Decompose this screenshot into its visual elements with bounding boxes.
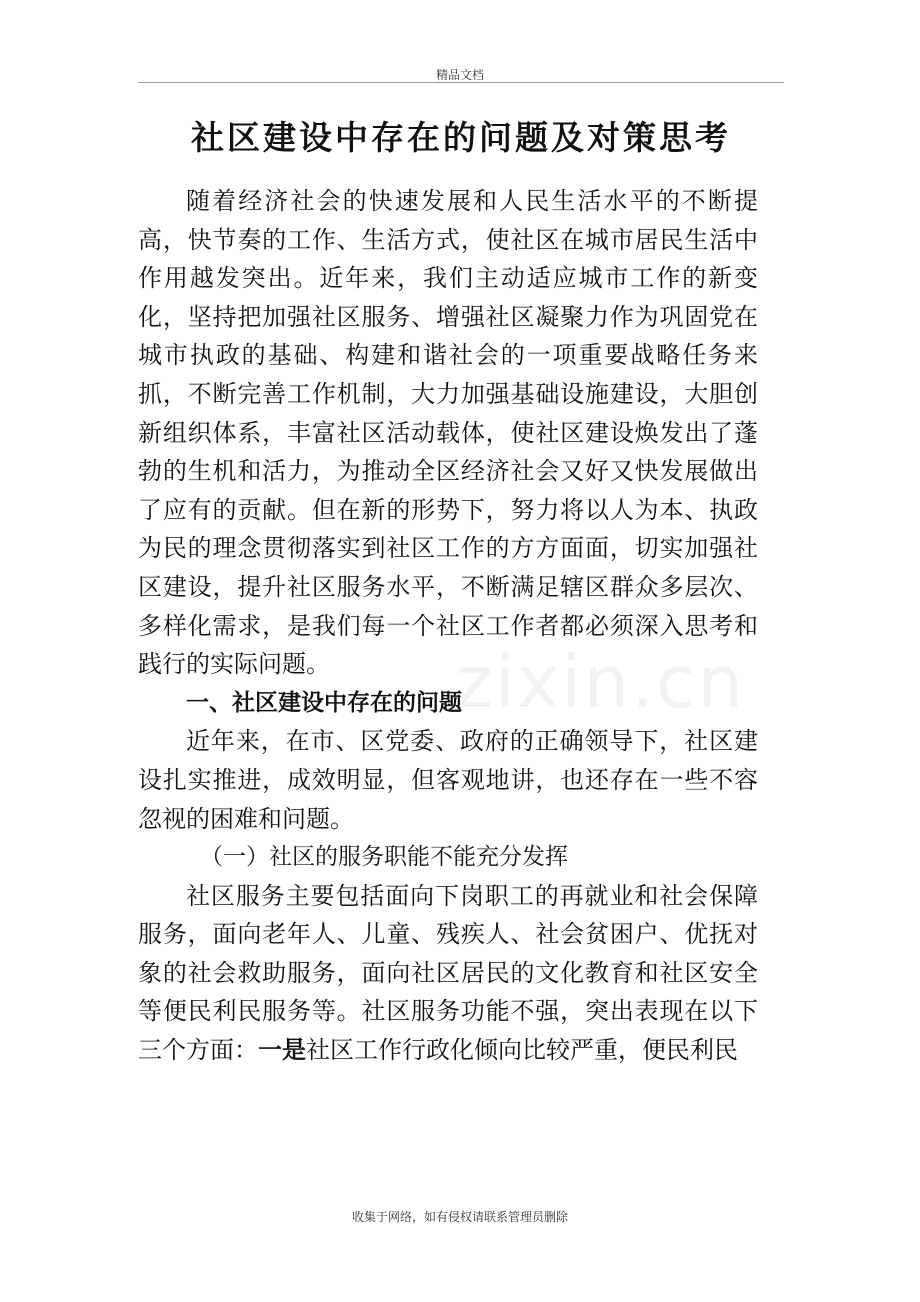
intro-paragraph: 随着经济社会的快速发展和人民生活水平的不断提高，快节奏的工作、生活方式，使社区在城市居民生活中作用越发突出。近年来，我们主动适应城市工作的新变化，坚持把加强社区服务、增强社区凝聚力作为巩固党在城市执政的基础、构建和谐社会的一项重要战略任务来抓，不断完善工作机制，大力加强基础设施建设，大胆创新组织体系，丰富社区活动载体，使社区建设焕发出了蓬勃的生机和活力，为推动全区经济社会又好又快发展做出了应有的贡献。但在新的形势下，努力将以人为本、执政为民的理念贯彻落实到社区工作的方方面面，切实加强社区建设，提升社区服务水平，不断满足辖区群众多层次、多样化需求，是我们每一个社区工作者都必须深入思考和践行的实际问题。 bbox=[138, 187, 758, 679]
document-body bbox=[138, 182, 758, 1070]
page-header: 精品文档 bbox=[435, 68, 484, 82]
page-footer: 收集于网络，如有侵权请联系管理员删除 bbox=[351, 1210, 568, 1224]
paragraph-text: 社区服务主要包括面向下岗职工的再就业和社会保障服务，面向老年人、儿童、残疾人、社会贫困户、优抚对象的社会救助服务，面向社区居民的文化教育和社区安全等便民利民服务等。社区服务功能不强，突出表现在以下三个方面： bbox=[138, 881, 758, 1065]
subsection-1-paragraph bbox=[138, 877, 758, 1070]
watermark: zixin.cn bbox=[455, 640, 746, 724]
section-1-paragraph: 近年来，在市、区党委、政府的正确领导下，社区建设扎实推进，成效明显，但客观地讲，也还存在一些不容忽视的困难和问题。 bbox=[138, 727, 758, 833]
subsection-heading-1: （一）社区的服务职能不能充分发挥 bbox=[200, 844, 568, 871]
emphasis-first-point: 一是 bbox=[258, 1035, 306, 1065]
paragraph-text-continued: 社区工作行政化倾向比较严重，便民利民 bbox=[306, 1036, 738, 1065]
document-title: 社区建设中存在的问题及对策思考 bbox=[191, 118, 731, 157]
section-heading-1: 一、社区建设中存在的问题 bbox=[186, 689, 462, 716]
header-divider bbox=[138, 82, 784, 83]
